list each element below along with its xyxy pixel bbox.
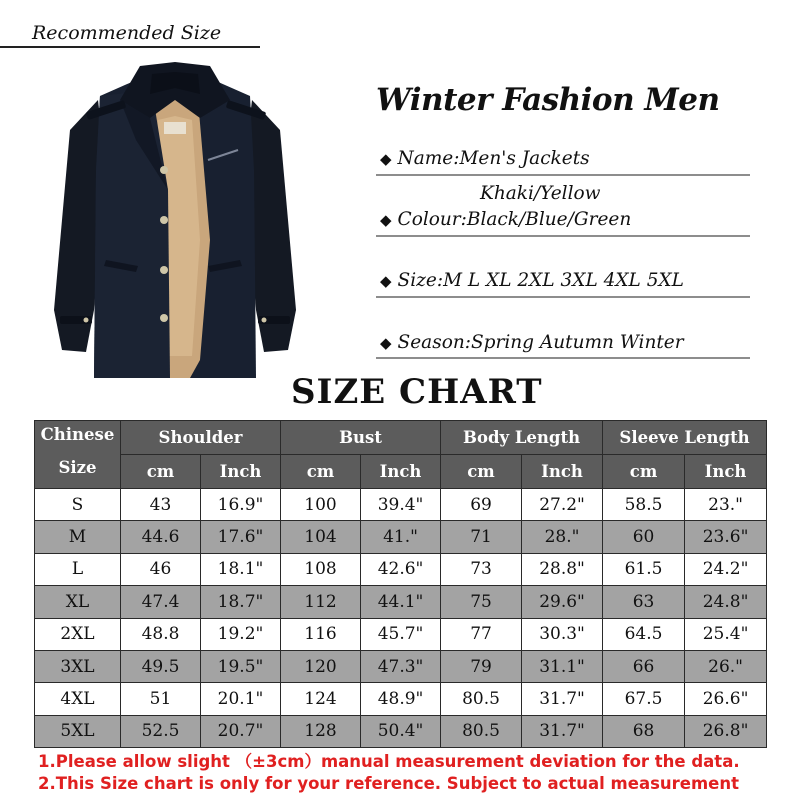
measurement-cell: 17.6" [201, 521, 281, 553]
banner-underline [0, 46, 260, 48]
spec-divider [376, 357, 750, 359]
measurement-cell: 112 [281, 586, 361, 618]
measurement-cell: 44.6 [121, 521, 201, 553]
header-body-length: Body Length [441, 421, 603, 455]
spec-season [380, 332, 750, 353]
header-chinese-label: Chinese [40, 424, 115, 444]
measurement-cell: 63 [603, 586, 685, 618]
measurement-cell: 49.5 [121, 650, 201, 682]
measurement-cell: 47.3" [361, 650, 441, 682]
measurement-cell: 108 [281, 553, 361, 585]
spec-divider [376, 235, 750, 237]
measurement-cell: 26." [685, 650, 767, 682]
banner-title: Recommended Size [32, 22, 222, 44]
unit-inch: Inch [201, 455, 281, 489]
table-row [35, 715, 767, 747]
measurement-cell: 116 [281, 618, 361, 650]
measurement-cell: 20.7" [201, 715, 281, 747]
measurement-cell: 24.2" [685, 553, 767, 585]
measurement-cell: 18.1" [201, 553, 281, 585]
measurement-cell: 80.5 [441, 715, 522, 747]
measurement-cell: 28." [522, 521, 603, 553]
spec-name [380, 148, 750, 169]
table-header-row [35, 421, 767, 455]
measurement-cell: 52.5 [121, 715, 201, 747]
unit-inch: Inch [522, 455, 603, 489]
measurement-cell: 19.2" [201, 618, 281, 650]
measurement-cell: 67.5 [603, 683, 685, 715]
measurement-cell: 75 [441, 586, 522, 618]
size-chart-body [35, 489, 767, 748]
spec-size [380, 270, 750, 291]
measurement-cell: 23.6" [685, 521, 767, 553]
size-chart-title: SIZE CHART [291, 372, 543, 412]
measurement-cell: 31.7" [522, 683, 603, 715]
size-label-cell: S [35, 489, 121, 521]
measurement-cell: 120 [281, 650, 361, 682]
note-deviation: 1.Please allow slight （±3cm）manual measurement deviation for the data. [38, 752, 740, 771]
spec-size-text: Size:M L XL 2XL 3XL 4XL 5XL [397, 270, 684, 291]
product-title: Winter Fashion Men [376, 82, 720, 118]
measurement-cell: 24.8" [685, 586, 767, 618]
measurement-cell: 41." [361, 521, 441, 553]
measurement-cell: 19.5" [201, 650, 281, 682]
measurement-cell: 46 [121, 553, 201, 585]
measurement-cell: 29.6" [522, 586, 603, 618]
measurement-cell: 23." [685, 489, 767, 521]
measurement-cell: 25.4" [685, 618, 767, 650]
measurement-cell: 128 [281, 715, 361, 747]
measurement-cell: 68 [603, 715, 685, 747]
unit-cm: cm [281, 455, 361, 489]
measurement-cell: 77 [441, 618, 522, 650]
note-reference: 2.This Size chart is only for your reference. Subject to actual measurement [38, 774, 739, 793]
measurement-cell: 104 [281, 521, 361, 553]
measurement-cell: 71 [441, 521, 522, 553]
header-sleeve-length: Sleeve Length [603, 421, 767, 455]
measurement-cell: 48.9" [361, 683, 441, 715]
measurement-cell: 100 [281, 489, 361, 521]
diamond-bullet-icon: ◆ [380, 272, 392, 290]
measurement-cell: 124 [281, 683, 361, 715]
recommended-size-banner [0, 0, 800, 48]
measurement-cell: 50.4" [361, 715, 441, 747]
size-label-cell: L [35, 553, 121, 585]
measurement-cell: 39.4" [361, 489, 441, 521]
header-chinese-size [35, 421, 121, 489]
size-chart-table [34, 420, 767, 748]
spec-colour-line1: Khaki/Yellow [480, 183, 601, 204]
measurement-cell: 31.7" [522, 715, 603, 747]
spec-divider [376, 296, 750, 298]
measurement-cell: 69 [441, 489, 522, 521]
table-row [35, 553, 767, 585]
measurement-cell: 43 [121, 489, 201, 521]
measurement-cell: 64.5 [603, 618, 685, 650]
measurement-cell: 26.8" [685, 715, 767, 747]
measurement-cell: 30.3" [522, 618, 603, 650]
table-unit-row [35, 455, 767, 489]
header-size-label: Size [58, 457, 97, 477]
spec-name-text: Name:Men's Jackets [397, 148, 590, 169]
measurement-cell: 44.1" [361, 586, 441, 618]
measurement-cell: 60 [603, 521, 685, 553]
jacket-product-image [40, 60, 310, 380]
diamond-bullet-icon: ◆ [380, 150, 392, 168]
table-row [35, 618, 767, 650]
measurement-cell: 45.7" [361, 618, 441, 650]
measurement-cell: 18.7" [201, 586, 281, 618]
spec-divider [376, 174, 750, 176]
size-label-cell: XL [35, 586, 121, 618]
measurement-cell: 20.1" [201, 683, 281, 715]
unit-inch: Inch [685, 455, 767, 489]
measurement-cell: 16.9" [201, 489, 281, 521]
measurement-cell: 42.6" [361, 553, 441, 585]
unit-cm: cm [121, 455, 201, 489]
spec-season-text: Season:Spring Autumn Winter [397, 332, 684, 353]
size-label-cell: 3XL [35, 650, 121, 682]
measurement-cell: 26.6" [685, 683, 767, 715]
measurement-cell: 80.5 [441, 683, 522, 715]
measurement-cell: 79 [441, 650, 522, 682]
measurement-cell: 73 [441, 553, 522, 585]
diamond-bullet-icon: ◆ [380, 211, 392, 229]
measurement-cell: 47.4 [121, 586, 201, 618]
unit-cm: cm [441, 455, 522, 489]
diamond-bullet-icon: ◆ [380, 334, 392, 352]
measurement-cell: 31.1" [522, 650, 603, 682]
size-label-cell: M [35, 521, 121, 553]
unit-cm: cm [603, 455, 685, 489]
measurement-cell: 66 [603, 650, 685, 682]
size-label-cell: 4XL [35, 683, 121, 715]
measurement-cell: 51 [121, 683, 201, 715]
measurement-cell: 28.8" [522, 553, 603, 585]
size-label-cell: 5XL [35, 715, 121, 747]
table-row [35, 521, 767, 553]
spec-colour-text: Colour:Black/Blue/Green [397, 209, 632, 230]
size-label-cell: 2XL [35, 618, 121, 650]
table-row [35, 586, 767, 618]
table-row [35, 683, 767, 715]
header-shoulder: Shoulder [121, 421, 281, 455]
measurement-cell: 27.2" [522, 489, 603, 521]
measurement-cell: 58.5 [603, 489, 685, 521]
measurement-cell: 48.8 [121, 618, 201, 650]
measurement-cell: 61.5 [603, 553, 685, 585]
table-row [35, 650, 767, 682]
unit-inch: Inch [361, 455, 441, 489]
header-bust: Bust [281, 421, 441, 455]
spec-colour [380, 209, 750, 230]
table-row [35, 489, 767, 521]
